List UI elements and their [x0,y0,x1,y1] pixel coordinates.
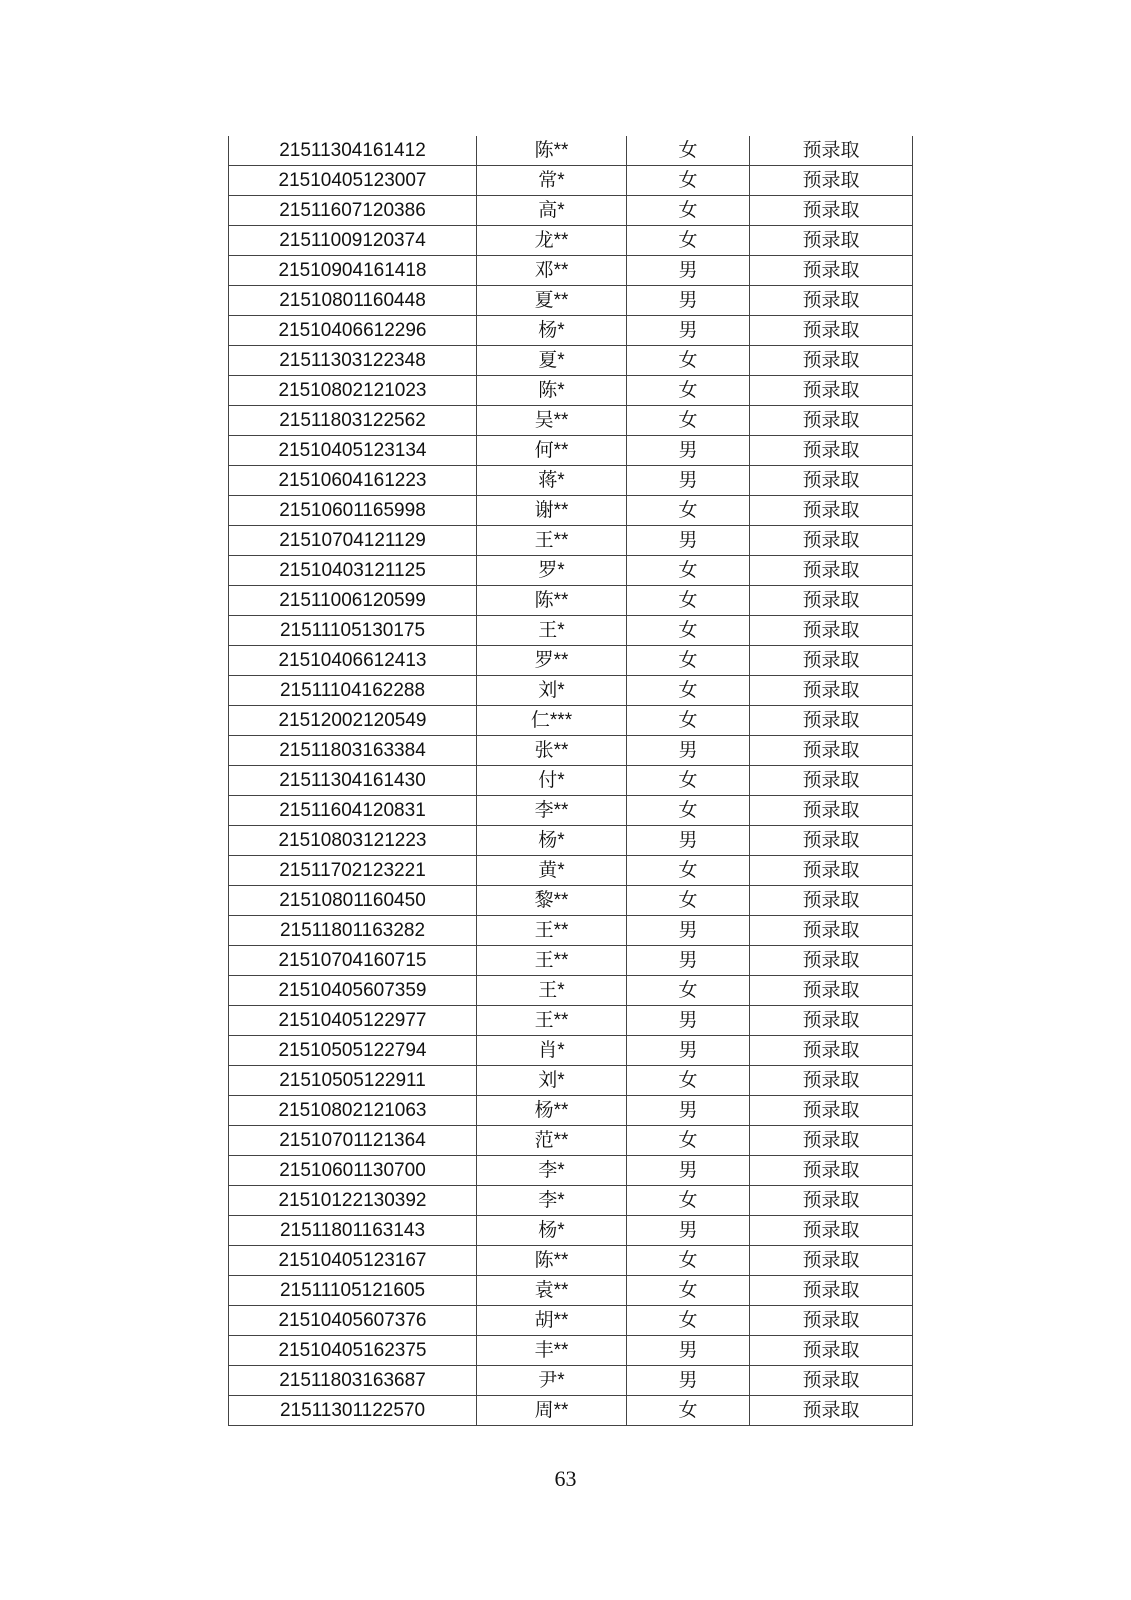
gender-cell: 男 [627,256,750,286]
gender-cell: 女 [627,376,750,406]
table-row [229,1396,913,1426]
name-cell: 罗* [477,556,627,586]
candidate-id-cell: 21512002120549 [229,706,477,736]
name-cell: 杨* [477,316,627,346]
status-cell: 预录取 [750,316,913,346]
status-cell: 预录取 [750,1066,913,1096]
status-cell: 预录取 [750,616,913,646]
gender-cell: 女 [627,646,750,676]
gender-cell: 女 [627,856,750,886]
status-cell: 预录取 [750,766,913,796]
candidate-id-cell: 21511303122348 [229,346,477,376]
name-cell: 陈** [477,1246,627,1276]
candidate-id-cell: 21510405122977 [229,1006,477,1036]
status-cell: 预录取 [750,796,913,826]
name-cell: 王** [477,526,627,556]
status-cell: 预录取 [750,946,913,976]
gender-cell: 女 [627,196,750,226]
table-row [229,1036,913,1066]
name-cell: 陈* [477,376,627,406]
candidate-id-cell: 21510505122794 [229,1036,477,1066]
table-row [229,196,913,226]
table-row [229,766,913,796]
table-row [229,1156,913,1186]
gender-cell: 女 [627,706,750,736]
name-cell: 蒋* [477,466,627,496]
name-cell: 杨** [477,1096,627,1126]
table-row [229,946,913,976]
table-row [229,616,913,646]
gender-cell: 女 [627,886,750,916]
table-row [229,496,913,526]
table-row [229,406,913,436]
candidate-id-cell: 21510405123134 [229,436,477,466]
status-cell: 预录取 [750,1036,913,1066]
status-cell: 预录取 [750,256,913,286]
candidate-id-cell: 21510405162375 [229,1336,477,1366]
candidate-id-cell: 21511105121605 [229,1276,477,1306]
candidate-id-cell: 21510406612296 [229,316,477,346]
table-row [229,166,913,196]
status-cell: 预录取 [750,646,913,676]
candidate-id-cell: 21510604161223 [229,466,477,496]
status-cell: 预录取 [750,706,913,736]
gender-cell: 女 [627,766,750,796]
gender-cell: 女 [627,346,750,376]
gender-cell: 男 [627,466,750,496]
gender-cell: 女 [627,676,750,706]
table-row [229,1006,913,1036]
status-cell: 预录取 [750,286,913,316]
table-row [229,736,913,766]
table-row [229,856,913,886]
name-cell: 肖* [477,1036,627,1066]
candidate-id-cell: 21510802121023 [229,376,477,406]
status-cell: 预录取 [750,496,913,526]
gender-cell: 女 [627,1306,750,1336]
candidate-id-cell: 21511604120831 [229,796,477,826]
gender-cell: 男 [627,1096,750,1126]
candidate-id-cell: 21511702123221 [229,856,477,886]
status-cell: 预录取 [750,1126,913,1156]
candidate-id-cell: 21511803122562 [229,406,477,436]
gender-cell: 女 [627,586,750,616]
candidate-id-cell: 21510701121364 [229,1126,477,1156]
candidate-id-cell: 21510405123167 [229,1246,477,1276]
name-cell: 黄* [477,856,627,886]
candidate-id-cell: 21510904161418 [229,256,477,286]
candidate-id-cell: 21510601165998 [229,496,477,526]
name-cell: 夏* [477,346,627,376]
candidate-id-cell: 21510406612413 [229,646,477,676]
status-cell: 预录取 [750,346,913,376]
name-cell: 常* [477,166,627,196]
status-cell: 预录取 [750,196,913,226]
candidate-id-cell: 21510803121223 [229,826,477,856]
table-row [229,976,913,1006]
status-cell: 预录取 [750,886,913,916]
name-cell: 陈** [477,136,627,166]
candidate-id-cell: 21511104162288 [229,676,477,706]
candidate-id-cell: 21510405607359 [229,976,477,1006]
status-cell: 预录取 [750,1156,913,1186]
table-row [229,226,913,256]
status-cell: 预录取 [750,376,913,406]
name-cell: 丰** [477,1336,627,1366]
table-row [229,556,913,586]
candidate-id-cell: 21511006120599 [229,586,477,616]
table-row [229,136,913,166]
status-cell: 预录取 [750,526,913,556]
name-cell: 张** [477,736,627,766]
name-cell: 李* [477,1156,627,1186]
table-row [229,826,913,856]
table-row [229,1306,913,1336]
table-row [229,1216,913,1246]
candidate-id-cell: 21510801160450 [229,886,477,916]
table-body [229,136,913,1426]
gender-cell: 女 [627,136,750,166]
status-cell: 预录取 [750,916,913,946]
table-row [229,706,913,736]
status-cell: 预录取 [750,466,913,496]
name-cell: 黎** [477,886,627,916]
name-cell: 范** [477,1126,627,1156]
gender-cell: 女 [627,1126,750,1156]
status-cell: 预录取 [750,1186,913,1216]
table-row [229,916,913,946]
name-cell: 杨* [477,1216,627,1246]
gender-cell: 男 [627,1036,750,1066]
candidate-id-cell: 21511801163143 [229,1216,477,1246]
status-cell: 预录取 [750,406,913,436]
name-cell: 胡** [477,1306,627,1336]
table-row [229,526,913,556]
table-row [229,466,913,496]
name-cell: 吴** [477,406,627,436]
status-cell: 预录取 [750,976,913,1006]
candidate-id-cell: 21511304161430 [229,766,477,796]
table-row [229,1366,913,1396]
gender-cell: 男 [627,436,750,466]
candidate-id-cell: 21510704121129 [229,526,477,556]
gender-cell: 女 [627,976,750,1006]
status-cell: 预录取 [750,586,913,616]
name-cell: 李* [477,1186,627,1216]
gender-cell: 男 [627,1006,750,1036]
status-cell: 预录取 [750,226,913,256]
table-row [229,256,913,286]
status-cell: 预录取 [750,1396,913,1426]
status-cell: 预录取 [750,436,913,466]
gender-cell: 女 [627,796,750,826]
gender-cell: 男 [627,1336,750,1366]
candidate-id-cell: 21511801163282 [229,916,477,946]
candidate-id-cell: 21511304161412 [229,136,477,166]
gender-cell: 女 [627,1396,750,1426]
candidate-id-cell: 21510802121063 [229,1096,477,1126]
status-cell: 预录取 [750,826,913,856]
name-cell: 龙** [477,226,627,256]
name-cell: 王* [477,616,627,646]
candidate-id-cell: 21510405607376 [229,1306,477,1336]
gender-cell: 女 [627,496,750,526]
gender-cell: 男 [627,916,750,946]
gender-cell: 男 [627,286,750,316]
admissions-table [228,136,913,1426]
table-row [229,586,913,616]
name-cell: 陈** [477,586,627,616]
name-cell: 付* [477,766,627,796]
status-cell: 预录取 [750,1246,913,1276]
candidate-id-cell: 21510122130392 [229,1186,477,1216]
gender-cell: 男 [627,526,750,556]
name-cell: 高* [477,196,627,226]
name-cell: 王* [477,976,627,1006]
gender-cell: 女 [627,1066,750,1096]
gender-cell: 女 [627,1276,750,1306]
table-row [229,286,913,316]
name-cell: 刘* [477,1066,627,1096]
gender-cell: 女 [627,166,750,196]
candidate-id-cell: 21511105130175 [229,616,477,646]
table-row [229,346,913,376]
gender-cell: 女 [627,616,750,646]
table-row [229,1126,913,1156]
candidate-id-cell: 21510403121125 [229,556,477,586]
name-cell: 罗** [477,646,627,676]
name-cell: 李** [477,796,627,826]
status-cell: 预录取 [750,1306,913,1336]
status-cell: 预录取 [750,556,913,586]
name-cell: 周** [477,1396,627,1426]
table-row [229,1276,913,1306]
gender-cell: 男 [627,826,750,856]
name-cell: 王** [477,946,627,976]
status-cell: 预录取 [750,856,913,886]
gender-cell: 女 [627,1186,750,1216]
name-cell: 王** [477,1006,627,1036]
gender-cell: 男 [627,1156,750,1186]
status-cell: 预录取 [750,166,913,196]
table-row [229,1096,913,1126]
gender-cell: 男 [627,316,750,346]
gender-cell: 女 [627,406,750,436]
name-cell: 袁** [477,1276,627,1306]
status-cell: 预录取 [750,1336,913,1366]
status-cell: 预录取 [750,1096,913,1126]
name-cell: 尹* [477,1366,627,1396]
table-row [229,1186,913,1216]
table-row [229,1246,913,1276]
candidate-id-cell: 21510601130700 [229,1156,477,1186]
name-cell: 刘* [477,676,627,706]
table-row [229,1336,913,1366]
status-cell: 预录取 [750,736,913,766]
gender-cell: 女 [627,1246,750,1276]
name-cell: 谢** [477,496,627,526]
status-cell: 预录取 [750,1366,913,1396]
candidate-id-cell: 21510405123007 [229,166,477,196]
candidate-id-cell: 21511301122570 [229,1396,477,1426]
candidate-id-cell: 21510704160715 [229,946,477,976]
gender-cell: 男 [627,1216,750,1246]
status-cell: 预录取 [750,1216,913,1246]
table-row [229,646,913,676]
name-cell: 仁*** [477,706,627,736]
table-row [229,316,913,346]
name-cell: 杨* [477,826,627,856]
status-cell: 预录取 [750,1006,913,1036]
candidate-id-cell: 21511009120374 [229,226,477,256]
gender-cell: 男 [627,1366,750,1396]
candidate-id-cell: 21511803163687 [229,1366,477,1396]
candidate-id-cell: 21510801160448 [229,286,477,316]
name-cell: 夏** [477,286,627,316]
status-cell: 预录取 [750,1276,913,1306]
name-cell: 邓** [477,256,627,286]
candidate-id-cell: 21510505122911 [229,1066,477,1096]
gender-cell: 女 [627,226,750,256]
name-cell: 王** [477,916,627,946]
gender-cell: 男 [627,946,750,976]
table-row [229,376,913,406]
gender-cell: 男 [627,736,750,766]
gender-cell: 女 [627,556,750,586]
table-row [229,886,913,916]
candidate-id-cell: 21511607120386 [229,196,477,226]
table-row [229,796,913,826]
candidate-id-cell: 21511803163384 [229,736,477,766]
page-number: 63 [554,1466,577,1491]
table-row [229,1066,913,1096]
name-cell: 何** [477,436,627,466]
table-row [229,676,913,706]
status-cell: 预录取 [750,136,913,166]
status-cell: 预录取 [750,676,913,706]
table-row [229,436,913,466]
